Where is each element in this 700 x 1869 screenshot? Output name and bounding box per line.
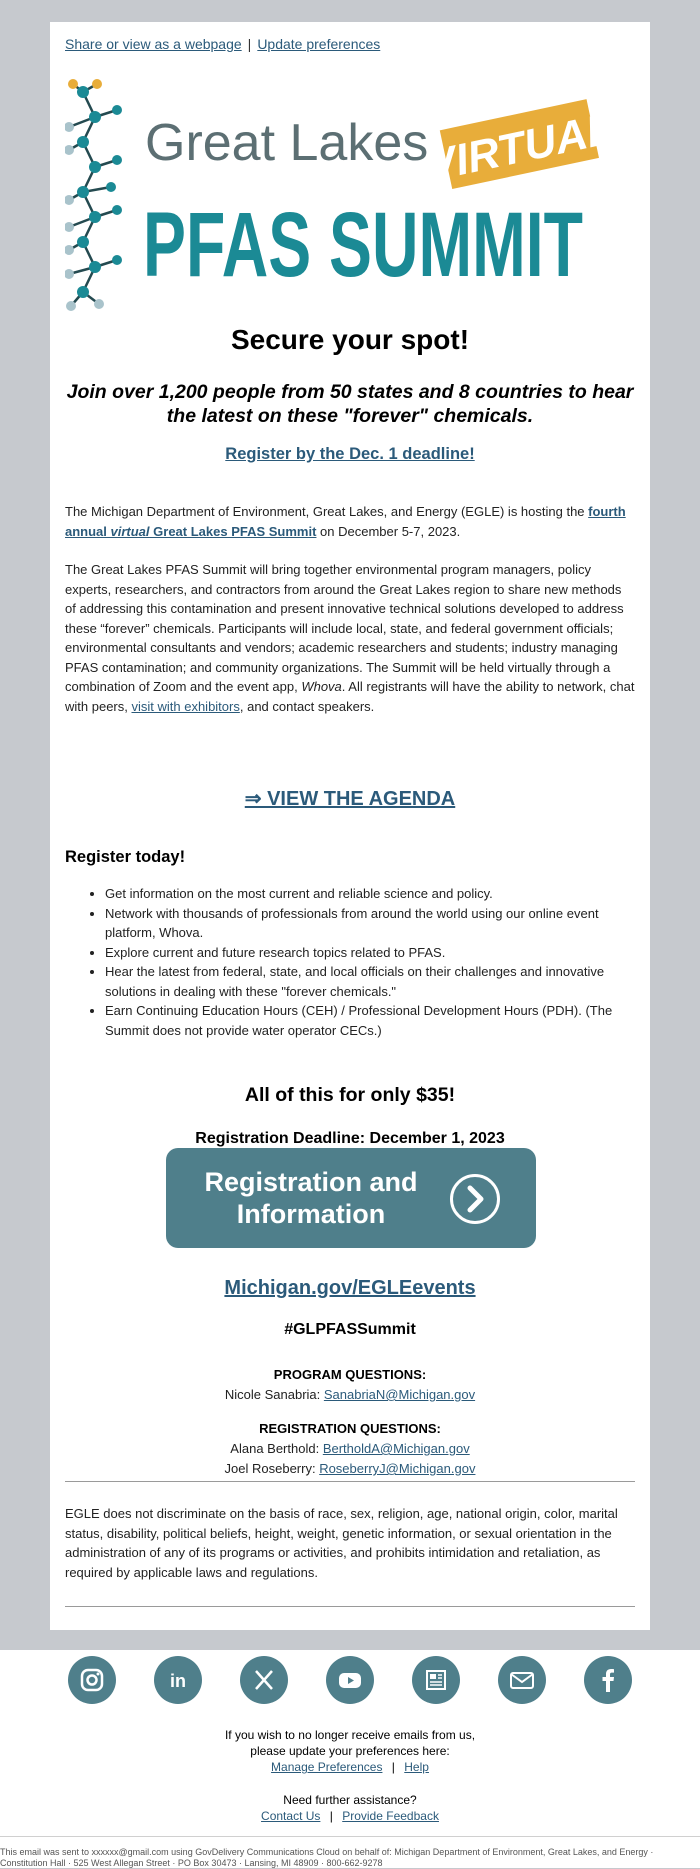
intro-paragraph [65,502,635,541]
update-preferences-link[interactable]: Update preferences [257,36,381,52]
unsubscribe-line1: If you wish to no longer receive emails from us, [224,1728,476,1742]
price-text: All of this for only $35! [244,1084,456,1106]
virtual-badge-text: VIRTUAL [422,103,619,192]
divider [65,1481,635,1482]
x-icon[interactable] [240,1656,288,1704]
egle-events-link-wrap [65,1277,635,1300]
divider [65,1606,635,1607]
top-links-separator: | [247,36,252,52]
registration-button-line1: Registration and [204,1167,418,1197]
registration-questions-heading: REGISTRATION QUESTIONS: [259,1421,441,1436]
register-today-heading: Register today! [65,848,186,866]
provide-feedback-link[interactable]: Provide Feedback [342,1809,439,1823]
registration-contact-1 [65,1441,635,1456]
manage-preferences-link[interactable]: Manage Preferences [271,1760,383,1774]
list-item: • Hear the latest from federal, state, and local officials on their challenges and innovative solutions in dealing with these "forever chemicals." [105,962,635,1001]
unsubscribe-line2: please update your preferences here: [250,1744,450,1758]
logo-line1: Great Lakes [145,114,429,172]
list-item: • Network with thousands of professionals from around the world using our online event platform, Whova. [105,904,635,943]
logo-line2: PFAS SUMMIT [143,194,583,296]
registration-contact-name: Joel Roseberry: [224,1461,320,1476]
legal-text: This email was sent to xxxxxx@gmail.com using GovDelivery Communications Cloud on behalf of: Michigan Department of Environment, Great Lakes, and Energy · Constitution Hall · 525 West Allegan Street · PO Box 30473 · Lansing, MI 48909 · 800-662-9278 [0,1847,654,1868]
registration-button-text [166,1166,456,1230]
list-item: • Earn Continuing Education Hours (CEH) / Professional Development Hours (PDH). (The Summit does not provide water operator CECs.) [105,1001,635,1040]
arrow-circle-icon [450,1174,500,1224]
view-agenda-link[interactable]: ⇒ VIEW THE AGENDA [244,788,456,810]
footer-separator: | [329,1809,333,1823]
assistance-text: Need further assistance? [283,1793,417,1807]
preferences-links [0,1759,700,1775]
registration-info-button[interactable] [166,1148,536,1248]
body-text1: The Great Lakes PFAS Summit will bring together environmental program managers, policy experts, researchers, and contractors from around the Great Lakes region to share new methods of addressing this contamination and present innovative technical solutions developed to address these “forever” chemicals. Participants will include local, state, and federal government officials; environmental consultants and vendors; academic researchers and students; industry managing PFAS contamination; and community organizations. The Summit will be held virtually through a combination of Zoom and the event app, [65,562,624,694]
email-icon[interactable] [498,1656,546,1704]
linkedin-icon[interactable] [154,1656,202,1704]
summit-link-part2: Great Lakes PFAS Summit [149,523,317,539]
intro-after: on December 5-7, 2023. [316,523,461,539]
instagram-icon[interactable] [68,1656,116,1704]
lead-text: Join over 1,200 people from 50 states and 8 countries to hear the latest on these "forever" chemicals. [66,381,634,427]
contact-us-link[interactable]: Contact Us [261,1809,321,1823]
contact-links [0,1808,700,1824]
footer-separator: | [391,1760,395,1774]
virtual-badge [420,95,618,193]
nondiscrimination-statement: EGLE does not discriminate on the basis of race, sex, religion, age, national origin, color, marital status, disability, political beliefs, height, weight, genetic information, or sexual orientation in the administration of any of its programs or activities, and prohibits intimidation and retaliation, as required by applicable laws and regulations. [65,1506,618,1580]
registration-contact-email[interactable]: RoseberryJ@Michigan.gov [319,1461,476,1476]
program-questions-heading: PROGRAM QUESTIONS: [273,1367,427,1382]
agenda-link-wrap [65,786,635,811]
registration-deadline: Registration Deadline: December 1, 2023 [195,1130,505,1147]
registration-contact-email[interactable]: BertholdA@Michigan.gov [322,1441,470,1456]
share-webpage-link[interactable]: Share or view as a webpage [65,36,242,52]
list-item: • Get information on the most current and reliable science and policy. [105,884,635,904]
pfas-summit-logo [65,72,635,312]
body-text3: , and contact speakers. [239,698,375,714]
svg-text:in: in [170,1671,186,1691]
summit-link-italic: virtual [110,523,150,539]
register-deadline-link-wrap [65,445,635,464]
exhibitors-link[interactable]: visit with exhibitors [131,698,240,714]
register-deadline-link[interactable]: Register by the Dec. 1 deadline! [225,445,475,463]
registration-contact-2 [65,1461,635,1476]
egle-events-link[interactable]: Michigan.gov/EGLEevents [224,1277,476,1299]
registration-contact-name: Alana Berthold: [230,1441,323,1456]
youtube-icon[interactable] [326,1656,374,1704]
body-paragraph [65,560,635,716]
list-item: • Explore current and future research topics related to PFAS. [105,943,635,963]
program-contact-email[interactable]: SanabriaN@Michigan.gov [323,1387,476,1402]
chevron-right-icon [453,1177,497,1221]
summit-link-part1: fourth annual [65,504,626,539]
program-contact-name: Nicole Sanabria: [224,1387,324,1402]
top-links [65,36,635,52]
hashtag: #GLPFASSummit [284,1321,416,1338]
facebook-icon[interactable] [584,1656,632,1704]
page-headline: Secure your spot! [230,324,470,355]
legal-footer [0,1836,700,1868]
newsletter-icon[interactable] [412,1656,460,1704]
help-link[interactable]: Help [404,1760,429,1774]
body-text2: . All registrants will have the ability to network, chat with peers, [65,679,635,714]
intro-before: The Michigan Department of Environment, Great Lakes, and Energy (EGLE) is hosting the [65,504,589,519]
program-contact [65,1387,635,1402]
whova-text: Whova [301,679,342,694]
email-card [50,22,650,1630]
molecule-atoms [65,79,122,311]
benefits-list [65,884,635,1040]
registration-button-line2: Information [236,1199,386,1229]
